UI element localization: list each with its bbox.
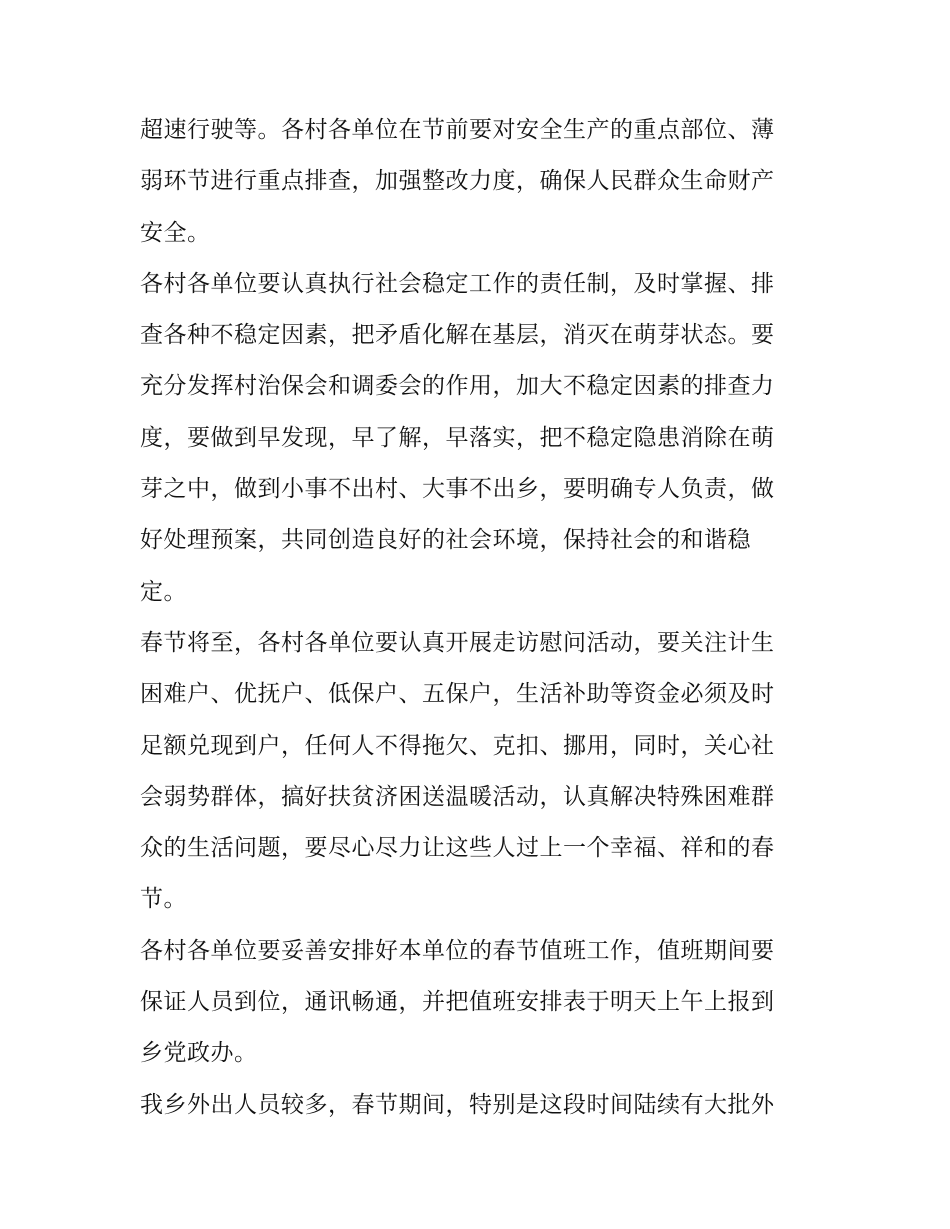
document-body <box>140 105 812 1131</box>
text-line: 超速行驶等。各村各单位在节前要对安全生产的重点部位、薄 <box>140 117 775 143</box>
text-line: 安全。 <box>140 219 211 246</box>
text-line: 足额兑现到户，任何人不得拖欠、克扣、挪用，同时，关心社 <box>140 732 775 759</box>
text-line: 充分发挥村治保会和调委会的作用，加大不稳定因素的排查力 <box>140 373 775 400</box>
text-line: 众的生活问题，要尽心尽力让这些人过上一个幸福、祥和的春 <box>140 835 775 862</box>
paragraph-3 <box>140 618 812 926</box>
text-line: 各村各单位要妥善安排好本单位的春节值班工作，值班期间要 <box>140 937 775 964</box>
text-line: 保证人员到位，通讯畅通，并把值班安排表于明天上午上报到 <box>140 989 775 1016</box>
text-line: 困难户、优抚户、低保户、五保户，生活补助等资金必须及时 <box>140 681 775 708</box>
paragraph-1 <box>140 105 812 259</box>
text-line: 查各种不稳定因素，把矛盾化解在基层，消灭在萌芽状态。要 <box>140 322 775 349</box>
text-line: 各村各单位要认真执行社会稳定工作的责任制，及时掌握、排 <box>140 270 775 297</box>
text-line: 春节将至，各村各单位要认真开展走访慰问活动，要关注计生 <box>140 629 775 656</box>
text-line: 乡党政办。 <box>140 1040 258 1067</box>
text-line: 好处理预案，共同创造良好的社会环境，保持社会的和谐稳 <box>140 527 751 554</box>
text-line: 定。 <box>140 578 187 605</box>
text-line: 弱环节进行重点排查，加强整改力度，确保人民群众生命财产 <box>140 168 775 195</box>
paragraph-5 <box>140 1080 812 1131</box>
text-line: 芽之中，做到小事不出村、大事不出乡，要明确专人负责，做 <box>140 476 775 503</box>
text-line: 节。 <box>140 886 187 913</box>
text-line: 我乡外出人员较多，春节期间，特别是这段时间陆续有大批外 <box>140 1091 775 1118</box>
text-line: 度，要做到早发现，早了解，早落实，把不稳定隐患消除在萌 <box>140 424 775 451</box>
text-line: 会弱势群体，搞好扶贫济困送温暖活动，认真解决特殊困难群 <box>140 783 775 810</box>
paragraph-4 <box>140 926 812 1080</box>
paragraph-2 <box>140 259 812 618</box>
